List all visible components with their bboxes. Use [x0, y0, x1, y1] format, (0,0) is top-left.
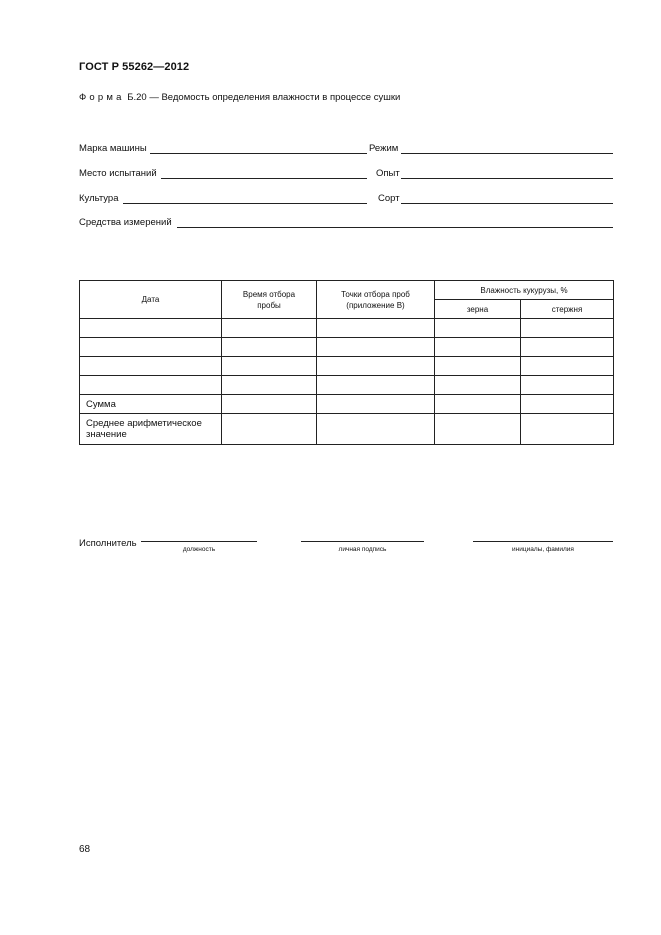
- table-cell[interactable]: [80, 376, 222, 395]
- table-cell[interactable]: [317, 414, 435, 445]
- table-cell[interactable]: [521, 319, 614, 338]
- measuring-tools-line[interactable]: [177, 227, 613, 228]
- test-place-line[interactable]: [161, 178, 367, 179]
- table-row-sum: [80, 395, 614, 414]
- table-cell[interactable]: [521, 395, 614, 414]
- machine-brand-line[interactable]: [150, 153, 367, 154]
- moisture-table: [79, 280, 614, 445]
- form-title: [79, 92, 400, 103]
- table-row: [80, 357, 614, 376]
- table-cell[interactable]: [317, 395, 435, 414]
- standard-header: ГОСТ Р 55262—2012: [79, 61, 190, 73]
- table-cell[interactable]: [80, 338, 222, 357]
- form-title-text: Б.20 — Ведомость определения влажности в процессе сушки: [124, 92, 401, 103]
- header-sampling-points: Точки отбора проб (приложение В): [317, 281, 435, 319]
- table-row: [80, 376, 614, 395]
- mode-line[interactable]: [401, 153, 613, 154]
- table-cell[interactable]: [521, 357, 614, 376]
- table-cell[interactable]: [317, 357, 435, 376]
- table-cell[interactable]: [435, 319, 521, 338]
- sum-label: Сумма: [80, 395, 222, 414]
- table-cell[interactable]: [435, 338, 521, 357]
- form-word: Форма: [79, 92, 125, 103]
- table-cell[interactable]: [222, 357, 317, 376]
- table-cell[interactable]: [435, 395, 521, 414]
- position-caption: должность: [182, 546, 216, 553]
- variety-line[interactable]: [401, 203, 613, 204]
- table-cell[interactable]: [521, 414, 614, 445]
- table-cell[interactable]: [435, 376, 521, 395]
- header-moisture: Влажность кукурузы, %: [435, 281, 614, 300]
- test-place-label: Место испытаний: [79, 168, 157, 179]
- initials-caption: инициалы, фамилия: [512, 546, 574, 553]
- table-cell[interactable]: [80, 357, 222, 376]
- header-grain: зерна: [435, 300, 521, 319]
- table-cell[interactable]: [317, 319, 435, 338]
- mode-label: Режим: [369, 143, 399, 154]
- table-cell[interactable]: [80, 319, 222, 338]
- table-cell[interactable]: [435, 357, 521, 376]
- table-row: [80, 338, 614, 357]
- table-cell[interactable]: [435, 414, 521, 445]
- variety-label: Сорт: [378, 193, 400, 204]
- crop-label: Культура: [79, 193, 119, 204]
- table-cell[interactable]: [521, 376, 614, 395]
- table-cell[interactable]: [222, 414, 317, 445]
- table-row-mean: [80, 414, 614, 445]
- table-cell[interactable]: [521, 338, 614, 357]
- machine-brand-label: Марка машины: [79, 143, 147, 154]
- table-row: [80, 319, 614, 338]
- executor-label: Исполнитель: [79, 538, 137, 549]
- page-number: 68: [79, 844, 91, 855]
- header-sampling-time: Время отбора пробы: [222, 281, 317, 319]
- signature-line[interactable]: [301, 541, 424, 542]
- mean-label: Среднее арифметическое значение: [80, 414, 222, 445]
- experiment-label: Опыт: [376, 168, 400, 179]
- signature-caption: личная подпись: [338, 546, 387, 553]
- initials-line[interactable]: [473, 541, 613, 542]
- table-cell[interactable]: [222, 376, 317, 395]
- table-cell[interactable]: [222, 338, 317, 357]
- table-cell[interactable]: [317, 376, 435, 395]
- table-cell[interactable]: [317, 338, 435, 357]
- header-date: Дата: [80, 281, 222, 319]
- position-line[interactable]: [141, 541, 257, 542]
- header-cob: стержня: [521, 300, 614, 319]
- experiment-line[interactable]: [401, 178, 613, 179]
- crop-line[interactable]: [123, 203, 367, 204]
- table-cell[interactable]: [222, 319, 317, 338]
- table-cell[interactable]: [222, 395, 317, 414]
- measuring-tools-label: Средства измерений: [79, 217, 172, 228]
